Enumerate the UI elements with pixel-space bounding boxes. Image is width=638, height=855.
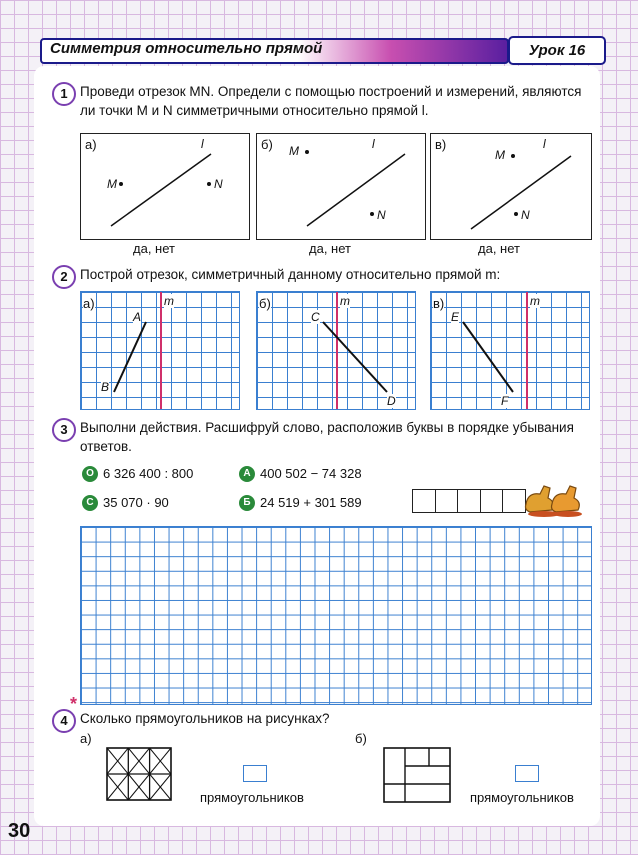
answer-cell[interactable]: [480, 489, 504, 513]
panel-label: а): [83, 296, 95, 311]
line-l-label: l: [201, 137, 204, 151]
page-number: 30: [8, 820, 31, 842]
task-4-text: Сколько прямоугольников на рисунках?: [80, 711, 330, 726]
point-n: [207, 182, 211, 186]
panel-label: в): [433, 296, 445, 311]
expression: 24 519 + 301 589: [260, 495, 362, 510]
point-f-label: F: [501, 394, 509, 408]
calculation-grid[interactable]: [80, 526, 592, 705]
task-1-panel-b-figure: [257, 134, 425, 239]
letter-badge: С: [82, 495, 98, 511]
point-m-label: M: [107, 177, 117, 191]
answer-box-b[interactable]: [515, 765, 539, 782]
panel-label: в): [435, 137, 447, 152]
letter-badge: А: [239, 466, 255, 482]
task-2-number: 2: [52, 265, 76, 289]
point-n-label: N: [521, 208, 530, 222]
task-2-grid-b-figure: [257, 292, 415, 409]
answer-cell[interactable]: [435, 489, 459, 513]
expression: 6 326 400 : 800: [103, 466, 194, 481]
lesson-label: Урок 16: [508, 36, 606, 65]
task-1-panel-c-figure: [431, 134, 591, 239]
task-3-number: 3: [52, 418, 76, 442]
point-n-label: N: [214, 177, 223, 191]
line-l: [307, 154, 405, 226]
caption-b: прямоугольников: [470, 790, 574, 805]
panel-label: б): [259, 296, 271, 311]
task-4-label-a: а): [80, 731, 92, 746]
caption-a: прямоугольников: [200, 790, 304, 805]
segment-ab: [114, 322, 146, 392]
task-1-panel-c: [430, 133, 592, 240]
point-d-label: D: [387, 394, 396, 408]
point-n: [370, 212, 374, 216]
page-title: Симметрия относительно прямой: [50, 40, 323, 57]
panel-label: б): [261, 137, 273, 152]
boots-illustration-icon: [522, 478, 586, 520]
task-4-label-b: б): [355, 731, 367, 746]
task-2-grid-b[interactable]: [256, 291, 416, 410]
letter-badge: О: [82, 466, 98, 482]
task-1-answer-a[interactable]: да, нет: [133, 241, 175, 256]
point-m: [305, 150, 309, 154]
task-3-text: Выполни действия. Расшифруй слово, расположив буквы в порядке убывания ответов.: [80, 420, 574, 454]
point-n-label: N: [377, 208, 386, 222]
task-4-number: 4: [52, 709, 76, 733]
point-c-label: C: [311, 310, 320, 324]
line-m-label: m: [164, 294, 174, 308]
task-1-panel-b: [256, 133, 426, 240]
task-1-number: 1: [52, 82, 76, 106]
letter-badge: Б: [239, 495, 255, 511]
task-2-grid-a[interactable]: [80, 291, 240, 410]
segment-ef: [463, 322, 513, 392]
line-l: [111, 154, 211, 226]
point-b-label: B: [101, 380, 110, 394]
task-1-answer-c[interactable]: да, нет: [478, 241, 520, 256]
expression: 400 502 − 74 328: [260, 466, 362, 481]
task-1-text: Проведи отрезок MN. Определи с помощью построений и измерений, являются ли точки M и N симметричными относительно прямой l.: [80, 84, 582, 118]
figure-b-rectangle-partition: [383, 747, 451, 803]
figure-a-squares-with-diagonals: [106, 747, 172, 801]
task-1-answer-b[interactable]: да, нет: [309, 241, 351, 256]
line-l-label: l: [543, 137, 546, 151]
answer-cell[interactable]: [412, 489, 436, 513]
segment-cd: [323, 322, 387, 392]
point-m-label: M: [289, 144, 299, 158]
point-m: [511, 154, 515, 158]
line-m-label: m: [530, 294, 540, 308]
challenge-star-icon: *: [70, 694, 78, 714]
task-2-text: Построй отрезок, симметричный данному относительно прямой m:: [80, 267, 501, 282]
point-n: [514, 212, 518, 216]
expression: 35 070 · 90: [103, 495, 169, 510]
point-m: [119, 182, 123, 186]
answer-word-boxes: [412, 489, 526, 513]
answer-cell[interactable]: [457, 489, 481, 513]
panel-label: а): [85, 137, 97, 152]
point-a-label: A: [133, 310, 142, 324]
task-1-panel-a: [80, 133, 250, 240]
point-m-label: M: [495, 148, 505, 162]
line-l-label: l: [372, 137, 375, 151]
point-e-label: E: [451, 310, 460, 324]
line-m-label: m: [340, 294, 350, 308]
task-2-grid-c[interactable]: [430, 291, 590, 410]
answer-box-a[interactable]: [243, 765, 267, 782]
